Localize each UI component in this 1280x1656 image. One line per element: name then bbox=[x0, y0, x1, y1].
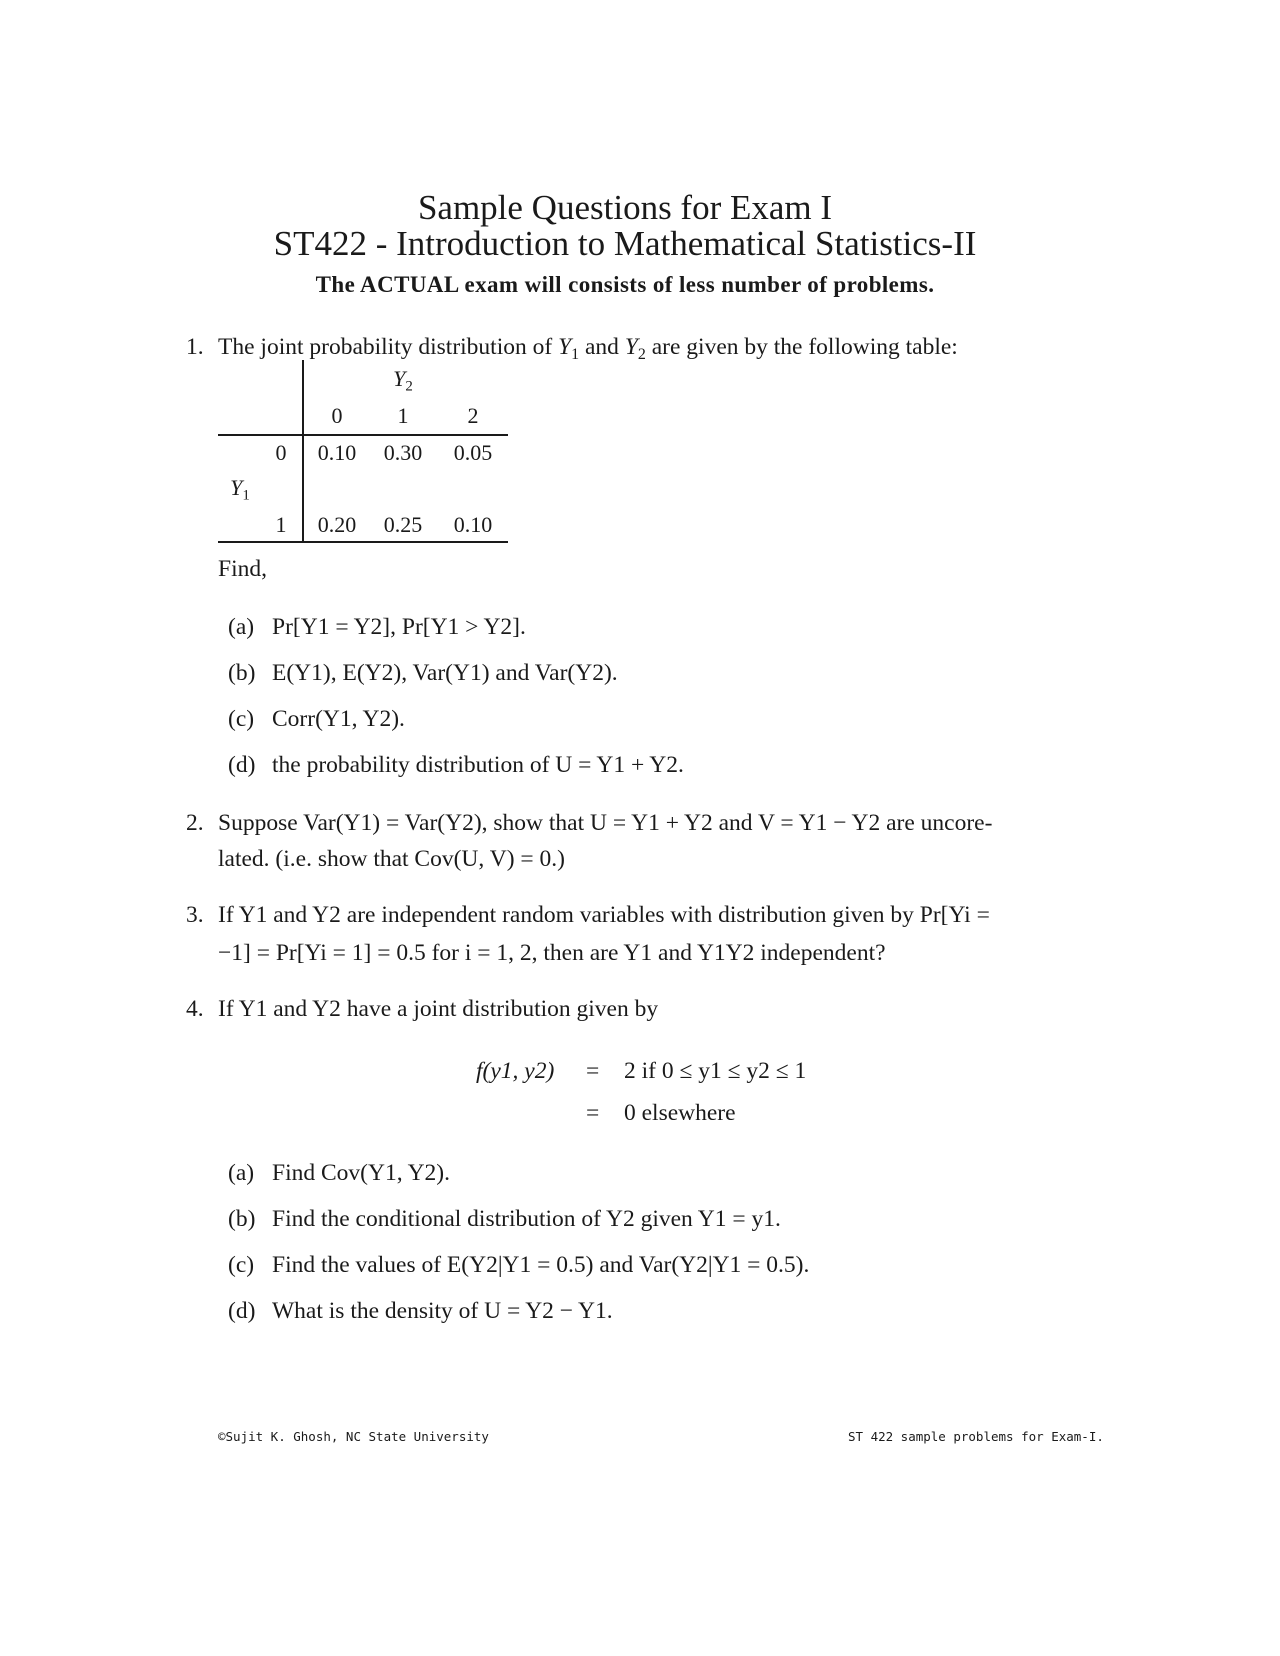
q1-part-label: (c) bbox=[228, 706, 255, 732]
q3-line: If Y1 and Y2 are independent random variables with distribution given by Pr[Yi = bbox=[218, 902, 990, 928]
q1-part-text: the probability distribution of U = Y1 + Y2. bbox=[272, 752, 684, 778]
q4-part-text: Find the conditional distribution of Y2 given Y1 = y1. bbox=[272, 1206, 781, 1232]
table-header-rule bbox=[218, 434, 508, 436]
q4-part-label: (d) bbox=[228, 1298, 256, 1324]
q4-part-text: Find the values of E(Y2|Y1 = 0.5) and Var(Y2|Y1 = 0.5). bbox=[272, 1252, 810, 1278]
table-bottom-rule bbox=[218, 541, 508, 543]
q4-part-label: (a) bbox=[228, 1160, 255, 1186]
q1-part-label: (b) bbox=[228, 660, 256, 686]
course-title: ST422 - Introduction to Mathematical Statistics-II bbox=[273, 224, 977, 263]
table-cell: 0.10 bbox=[453, 512, 493, 537]
equation-case: 2 if 0 ≤ y1 ≤ y2 ≤ 1 bbox=[624, 1058, 807, 1084]
equation-lhs: f(y1, y2) bbox=[476, 1058, 555, 1084]
q2-line: Suppose Var(Y1) = Var(Y2), show that U = Y1 + Y2 and V = Y1 − Y2 are uncore- bbox=[218, 810, 993, 836]
q1-part-text: E(Y1), E(Y2), Var(Y1) and Var(Y2). bbox=[272, 660, 618, 686]
table-col-header: 2 bbox=[467, 403, 479, 428]
q4-intro: If Y1 and Y2 have a joint distribution given by bbox=[218, 996, 659, 1022]
q1-part-label: (a) bbox=[228, 614, 255, 640]
table-row-variable: $Y_1$ bbox=[230, 475, 250, 504]
table-cell: 0.05 bbox=[453, 440, 493, 465]
q1-number: 1. bbox=[186, 334, 204, 360]
q1-part-text: Corr(Y1, Y2). bbox=[272, 706, 405, 732]
q1-intro: The joint probability distribution of $Y_1$ and $Y_2$ are given by the following table: bbox=[218, 334, 958, 363]
equation-sign: = bbox=[586, 1058, 600, 1084]
q4-part-label: (c) bbox=[228, 1252, 255, 1278]
equation-sign: = bbox=[586, 1100, 600, 1126]
table-row-header: 0 bbox=[275, 440, 287, 465]
q1-part-label: (d) bbox=[228, 752, 256, 778]
q2-line: lated. (i.e. show that Cov(U, V) = 0.) bbox=[218, 846, 565, 872]
exam-note: The ACTUAL exam will consists of less number of problems. bbox=[315, 272, 935, 297]
table-cell: 0.30 bbox=[383, 440, 423, 465]
q1-find: Find, bbox=[218, 556, 267, 582]
table-col-header: 0 bbox=[331, 403, 343, 428]
q4-number: 4. bbox=[186, 996, 204, 1022]
q1-part-text: Pr[Y1 = Y2], Pr[Y1 > Y2]. bbox=[272, 614, 526, 640]
q4-part-text: Find Cov(Y1, Y2). bbox=[272, 1160, 450, 1186]
table-col-header: 1 bbox=[397, 403, 409, 428]
q3-number: 3. bbox=[186, 902, 204, 928]
q3-line: −1] = Pr[Yi = 1] = 0.5 for i = 1, 2, then are Y1 and Y1Y2 independent? bbox=[218, 940, 886, 966]
q4-part-text: What is the density of U = Y2 − Y1. bbox=[272, 1298, 613, 1324]
equation-case: 0 elsewhere bbox=[624, 1100, 736, 1126]
table-col-variable: $Y_2$ bbox=[393, 366, 413, 395]
table-cell: 0.25 bbox=[383, 512, 423, 537]
footer-course-note: ST 422 sample problems for Exam-I. bbox=[848, 1429, 1104, 1444]
footer-copyright: ©Sujit K. Ghosh, NC State University bbox=[218, 1429, 489, 1444]
q4-part-label: (b) bbox=[228, 1206, 256, 1232]
table-row-header: 1 bbox=[275, 512, 287, 537]
q2-number: 2. bbox=[186, 810, 204, 836]
table-cell: 0.20 bbox=[317, 512, 357, 537]
page-title: Sample Questions for Exam I bbox=[417, 188, 833, 227]
table-cell: 0.10 bbox=[317, 440, 357, 465]
